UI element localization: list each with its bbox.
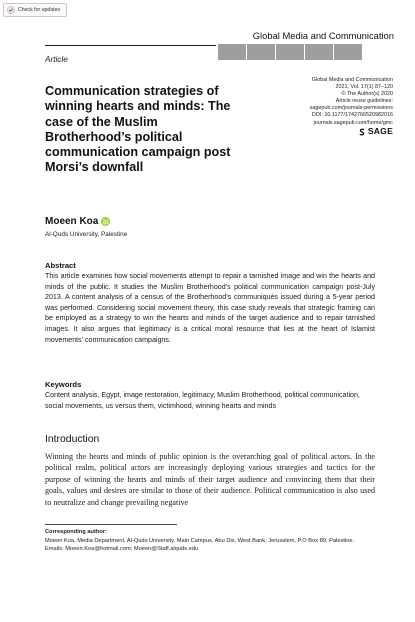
meta-home-link[interactable]: journals.sagepub.com/home/gmc [313, 119, 393, 126]
header-bar [305, 44, 333, 60]
header-bar [334, 44, 362, 60]
sage-logo-text: SAGE [367, 126, 393, 137]
footnote-rule [45, 524, 177, 525]
author-line [45, 216, 110, 227]
meta-copyright: © The Author(s) 2020 [341, 91, 393, 98]
keywords-text: Content analysis, Egypt, image restoration, legitimacy, Muslim Brotherhood, political communication, social movements, us versus them, victimhood, winning hearts and minds [45, 391, 360, 410]
header-bar [247, 44, 275, 60]
meta-doi[interactable]: DOI: 10.1177/1742766520982016 [311, 112, 393, 119]
article-title: Communication strategies of winning hearts and minds: The case of the Muslim Brotherhood’s political communication campaign post Morsi’s downfall [45, 84, 231, 175]
journal-name: Global Media and Communication [252, 30, 394, 41]
meta-permissions-link[interactable]: sagepub.com/journals-permissions [309, 105, 393, 112]
header-bar [276, 44, 304, 60]
meta-journal: Global Media and Communication [311, 77, 393, 83]
updates-icon [7, 6, 15, 14]
sage-logo-icon [358, 128, 366, 136]
introduction-heading: Introduction [45, 434, 100, 445]
header-bar [218, 44, 246, 60]
abstract-text: This article examines how social movements attempt to repair a tarnished image and win the hearts and minds of the public. It studies the Muslim Brotherhood’s political communication campaign post-July 2013. A content analysis of a census of the Brotherhood’s communiqués issued during a 5-year period was performed. Considering social movement theory, this case study reveals that strategic framing can be employed as a strategy to win the hearts and minds of the target audience and to repair tarnished images. It also argues that legitimacy is a critical moral resource that lies at the heart of Islamist movements’ communication campaigns. [45, 272, 375, 344]
footnote-emails[interactable]: Emails: Moeen.Koa@hotmail.com; Moeen@Staff.alquds.edu [45, 546, 199, 553]
header-bars [218, 44, 362, 60]
meta-volume: 2021, Vol. 17(1) 87–120 [335, 84, 393, 91]
article-type: Article [45, 55, 68, 64]
meta-reuse-label: Article reuse guidelines: [335, 98, 393, 105]
check-for-updates-badge[interactable] [3, 3, 67, 17]
keywords-heading: Keywords [45, 380, 82, 389]
introduction-text: Winning the hearts and minds of public opinion is the overarching goal of political actors. In the political realm, political actors are increasingly deploying various strategies and tactics for the purpose of winning the hearts and minds of their target audience and convincing them that their goals, values and desires are similar to those of their audience. Political communication is also used to neutralize and change prevailing negative [45, 452, 375, 507]
author-name: Moeen Koa [45, 216, 99, 227]
publication-meta [243, 77, 393, 136]
author-affiliation: Al-Quds University, Palestine [45, 231, 128, 238]
header-rule [45, 45, 216, 46]
footnote-address: Moeen Koa, Media Department, Al-Quds University, Main Campus, Abu Dis, West Bank, Jerusalem, P.O Box 89, Palestine. [45, 537, 355, 544]
check-for-updates-label: Check for updates [18, 7, 61, 13]
footnote-heading: Corresponding author: [45, 529, 107, 535]
orcid-icon[interactable] [101, 217, 110, 226]
corresponding-author-footnote [45, 528, 375, 554]
sage-logo [243, 128, 393, 136]
abstract-heading: Abstract [45, 261, 76, 270]
